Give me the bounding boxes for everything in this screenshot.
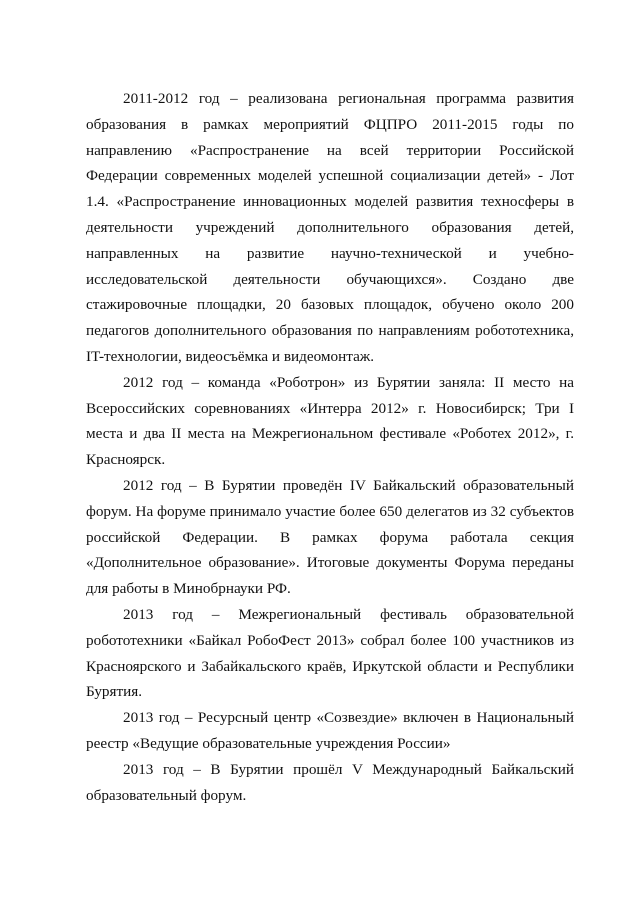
paragraph-2011-2012-program: 2011-2012 год – реализована региональная программа развития образования в рамках мероприятий ФЦПРО 2011-2015 годы по направлению «Распространение на всей территории Российской Федерации современных моделей успешной социализации детей» - Лот 1.4. «Распространение инновационных моделей развития техносферы в деятельности учреждений дополнительного образования детей, направленных на развитие научно-технической и учебно-исследовательской деятельности обучающихся». Создано две стажировочные площадки, 20 базовых площадок, обучено около 200 педагогов дополнительного образования по направлениям робототехника, IT-технологии, видеосъёмка и видеомонтаж. — [86, 90, 574, 365]
paragraph-2013-forum: 2013 год – В Бурятии прошёл V Международный Байкальский образовательный форум. — [86, 760, 574, 804]
paragraph-2012-robotron: 2012 год – команда «Роботрон» из Бурятии заняла: II место на Всероссийских соревнованиях «Интерра 2012» г. Новосибирск; Три I места и два II места на Межрегиональном фестивале «Роботех 2012», г. Красноярск. — [86, 373, 574, 469]
document-body — [86, 86, 574, 808]
paragraph-2013-robofest: 2013 год – Межрегиональный фестиваль образовательной робототехники «Байкал РобоФест 2013» собрал более 100 участников из Красноярского и Забайкальского краёв, Иркутской области и Республики Бурятия. — [86, 605, 574, 701]
paragraph-2013-registry: 2013 год – Ресурсный центр «Созвездие» включен в Национальный реестр «Ведущие образовательные учреждения России» — [86, 709, 574, 752]
paragraph-2012-forum: 2012 год – В Бурятии проведён IV Байкальский образовательный форум. На форуме принимало участие более 650 делегатов из 32 субъектов российской Федерации. В рамках форума работала секция «Дополнительное образование». Итоговые документы Форума переданы для работы в Минобрнауки РФ. — [86, 476, 574, 598]
